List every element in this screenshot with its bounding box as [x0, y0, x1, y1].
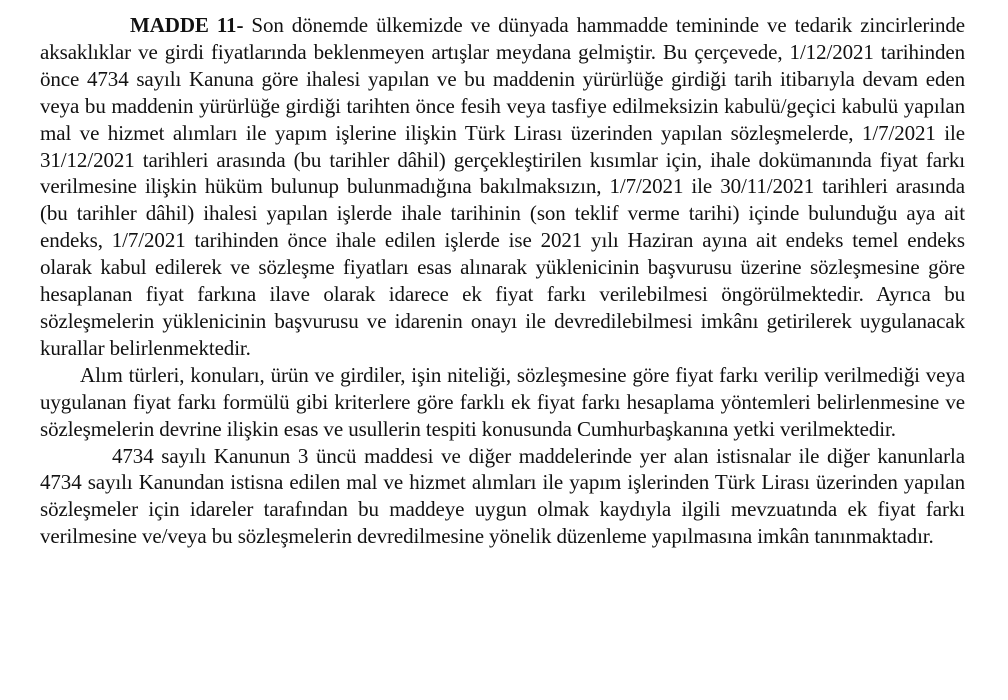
article-heading: MADDE 11- [130, 13, 244, 37]
paragraph-3: 4734 sayılı Kanunun 3 üncü maddesi ve diğer maddelerinde yer alan istisnalar ile diğer kanunlarla 4734 sayılı Kanundan istisna edilen mal ve hizmet alımları ile yapım işlerinden Türk Lirası üzerinden yapılan sözleşmeler için idareler tarafından bu maddeye uygun olmak kaydıyla ilgili mevzuatında ek fiyat farkı verilmesine ve/veya bu sözleşmelerin devredilmesine yönelik düzenleme yapılmasına imkân tanınmaktadır. [40, 443, 965, 549]
paragraph-1 [40, 12, 965, 362]
document-page [40, 12, 965, 550]
paragraph-2: Alım türleri, konuları, ürün ve girdiler, işin niteliği, sözleşmesine göre fiyat farkı verilip verilmediği veya uygulanan fiyat farkı formülü gibi kriterlere göre farklı ek fiyat farkı hesaplama yöntemleri belirlenmesine ve sözleşmelerin devrine ilişkin esas ve usullerin tespiti konusunda Cumhurbaşkanına yetki verilmektedir. [40, 362, 965, 441]
paragraph-1-text: Son dönemde ülkemizde ve dünyada hammadde temininde ve tedarik zincirlerinde aksaklıklar ve girdi fiyatlarında beklenmeyen artışlar meydana gelmiştir. Bu çerçevede, 1/12/2021 tarihinden önce 4734 sayılı Kanuna göre ihalesi yapılan ve bu maddenin yürürlüğe girdiği tarih itibarıyla devam eden veya bu maddenin yürürlüğe girdiği tarihten önce fesih veya tasfiye edilmeksizin kabulü/geçici kabulü yapılan mal ve hizmet alımları ile yapım işlerine ilişkin Türk Lirası üzerinden yapılan sözleşmelerde, 1/7/2021 ile 31/12/2021 tarihleri arasında (bu tarihler dâhil) gerçekleştirilen kısımlar için, ihale dokümanında fiyat farkı verilmesine ilişkin hüküm bulunup bulunmadığına bakılmaksızın, 1/7/2021 ile 30/11/2021 tarihleri arasında (bu tarihler dâhil) ihalesi yapılan işlerde ihale tarihinin (son teklif verme tarihi) içinde bulunduğu aya ait endeks, 1/7/2021 tarihinden önce ihale edilen işlerde ise 2021 yılı Haziran ayına ait endeks temel endeks olarak kabul edilerek ve sözleşme fiyatları esas alınarak yüklenicinin başvurusu üzerine sözleşmesine göre hesaplanan fiyat farkına ilave olarak idarece ek fiyat farkı verilebilmesi öngörülmektedir. Ayrıca bu sözleşmelerin yüklenicinin başvurusu ve idarenin onayı ile devredilebilmesi imkânı getirilerek uygulanacak kurallar belirlenmektedir. [40, 13, 966, 360]
